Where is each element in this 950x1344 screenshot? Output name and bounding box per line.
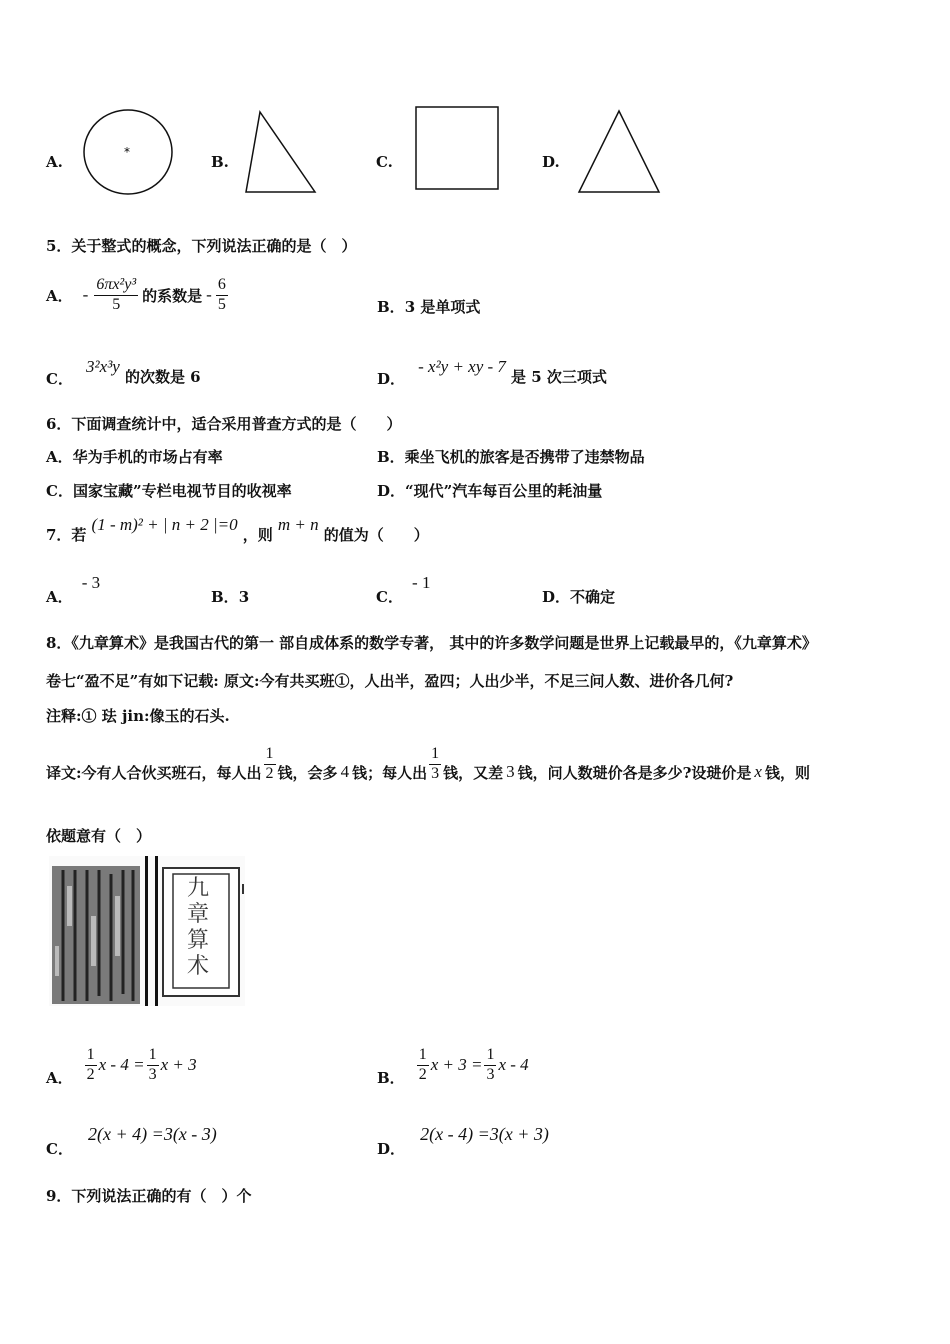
q5-a-denominator2: 5 bbox=[217, 295, 226, 313]
book-title-char-4: 术 bbox=[187, 954, 210, 979]
q4-option-d-label: D. bbox=[542, 153, 560, 171]
q4-square-figure bbox=[411, 102, 503, 194]
q5-a-text: 的系数是 bbox=[142, 286, 203, 305]
q4-option-b-label: B. bbox=[211, 153, 229, 171]
q7-stem-mid: ，则 bbox=[242, 526, 273, 544]
q7-option-b-label: B． bbox=[211, 588, 239, 606]
q6-option-b: B．乘坐飞机的旅客是否携带了违禁物品 bbox=[377, 448, 645, 466]
q5-d-text: 是 5 次三项式 bbox=[511, 368, 607, 386]
q8-option-d-label: D． bbox=[377, 1140, 406, 1158]
q5-a-minus2: - bbox=[206, 285, 212, 304]
q5-a-numerator2: 6 bbox=[217, 276, 226, 294]
q8-option-b-label: B． bbox=[377, 1068, 405, 1087]
q8-option-a bbox=[46, 1040, 197, 1090]
q7-stem-post: 的值为（ ） bbox=[323, 526, 429, 544]
q8-frac1-den: 2 bbox=[265, 764, 274, 782]
jiuzhang-suanshu-book-image bbox=[49, 856, 245, 1006]
book-title bbox=[187, 876, 217, 980]
q6-option-d: D．“现代”汽车每百公里的耗油量 bbox=[377, 482, 603, 500]
q5-option-d bbox=[377, 356, 607, 388]
q8-variable-x: x bbox=[754, 762, 762, 781]
q5-c-text: 的次数是 6 bbox=[124, 368, 201, 386]
q7-option-a-label: A． bbox=[46, 588, 73, 606]
q8-frac1-num: 1 bbox=[265, 745, 274, 763]
q5-c-expression: 3²x³y bbox=[86, 357, 120, 376]
q7-expression2: m + n bbox=[277, 515, 319, 534]
q5-option-c bbox=[46, 356, 201, 388]
q8-c-expression: 2(x + 4) =3(x - 3) bbox=[88, 1124, 217, 1144]
q8-a-frac2-den: 3 bbox=[148, 1065, 157, 1083]
q7-option-b bbox=[211, 586, 249, 607]
q8-b-mid2: x - 4 bbox=[498, 1055, 529, 1074]
q9-stem: 9．下列说法正确的有（ ）个 bbox=[46, 1187, 252, 1205]
q8-line5: 依题意有（ ） bbox=[46, 827, 152, 845]
q4-isosceles-triangle-figure bbox=[574, 106, 666, 198]
book-title-char-1: 九 bbox=[187, 876, 210, 901]
q5-option-b-text: 3 是单项式 bbox=[404, 298, 481, 316]
q8-fraction-third bbox=[429, 745, 441, 783]
q5-option-a bbox=[46, 270, 228, 320]
q8-number-3: 3 bbox=[506, 762, 515, 781]
q8-option-a-label: A． bbox=[46, 1068, 73, 1087]
q7-option-d-value: 不确定 bbox=[570, 588, 616, 606]
q8-line4-b: 钱，会多 bbox=[277, 763, 338, 782]
q8-b-frac2-den: 3 bbox=[486, 1065, 495, 1083]
q8-line1: 8．《九章算术》是我国古代的第一 部自成体系的数学专著， 其中的许多数学问题是世界上记载最早的，《九章算术》 bbox=[46, 634, 817, 652]
book-title-char-2: 章 bbox=[187, 902, 210, 927]
q8-a-frac-half bbox=[85, 1046, 97, 1084]
q8-fraction-half bbox=[264, 745, 276, 783]
q5-d-expression: - x²y + xy - 7 bbox=[418, 357, 506, 376]
q8-line4-d: 钱，又差 bbox=[443, 763, 504, 782]
q7-stem bbox=[46, 514, 429, 544]
q5-a-denominator: 5 bbox=[94, 295, 138, 314]
q4-right-triangle-figure bbox=[240, 106, 320, 198]
q8-option-c bbox=[46, 1124, 217, 1158]
q8-a-frac-third bbox=[147, 1046, 159, 1084]
q5-option-a-label: A． bbox=[46, 286, 73, 305]
q7-option-d bbox=[542, 586, 615, 607]
book-title-char-3: 算 bbox=[187, 928, 210, 953]
q8-line4 bbox=[46, 736, 810, 792]
q6-option-c: C．国家宝藏”专栏电视节目的收视率 bbox=[46, 482, 292, 500]
q4-circle-figure bbox=[80, 108, 178, 198]
q4-option-c-label: C. bbox=[376, 153, 393, 171]
q8-a-mid1: x - 4 = bbox=[98, 1055, 145, 1074]
q8-line4-f: 钱，则 bbox=[764, 763, 810, 782]
q8-number-4: 4 bbox=[340, 762, 350, 781]
q8-option-b bbox=[377, 1040, 529, 1090]
q7-option-d-label: D． bbox=[542, 588, 571, 606]
q8-line3: 注释:① 珐 jin:像玉的石头. bbox=[46, 707, 230, 725]
q6-option-a: A．华为手机的市场占有率 bbox=[46, 448, 223, 466]
q8-b-frac-third bbox=[484, 1046, 496, 1084]
q8-line2: 卷七“盈不足”有如下记载: 原文:今有共买班①，人出半，盈四；人出少半，不足三问人数、进价各几何? bbox=[46, 672, 734, 690]
q8-frac2-den: 3 bbox=[431, 764, 440, 782]
q8-b-mid1: x + 3 = bbox=[430, 1055, 483, 1074]
svg-text:*: * bbox=[124, 145, 130, 159]
q8-a-mid2: x + 3 bbox=[160, 1055, 197, 1074]
q5-a-fraction bbox=[94, 276, 138, 314]
q7-expression: (1 - m)² + | n + 2 |=0 bbox=[91, 515, 238, 534]
q8-line4-a: 译文:今有人合伙买班石，每人出 bbox=[46, 763, 262, 782]
q5-a-minus: - bbox=[82, 285, 89, 304]
q5-a-fraction2 bbox=[216, 276, 228, 314]
q7-option-c-value: - 1 bbox=[412, 573, 431, 592]
q8-option-d bbox=[377, 1124, 549, 1158]
q8-a-frac2-num: 1 bbox=[148, 1046, 157, 1064]
q8-a-frac1-num: 1 bbox=[86, 1046, 95, 1064]
q7-option-a-value: - 3 bbox=[81, 573, 101, 592]
q8-option-c-label: C． bbox=[46, 1140, 73, 1158]
q8-a-frac1-den: 2 bbox=[86, 1065, 95, 1083]
q8-b-frac-half bbox=[417, 1046, 429, 1084]
q5-option-b-label: B． bbox=[377, 298, 405, 316]
q7-stem-pre: 7．若 bbox=[46, 526, 87, 544]
q5-option-d-label: D． bbox=[377, 370, 406, 388]
q7-option-c bbox=[376, 572, 431, 606]
q8-frac2-num: 1 bbox=[431, 745, 440, 763]
q5-a-numerator: 6πx²y³ bbox=[96, 276, 137, 294]
q8-b-frac1-num: 1 bbox=[418, 1046, 427, 1064]
q7-option-b-value: 3 bbox=[238, 588, 250, 606]
q6-stem: 6．下面调查统计中，适合采用普查方式的是（ ） bbox=[46, 415, 402, 433]
q8-b-frac1-den: 2 bbox=[418, 1065, 427, 1083]
q8-b-frac2-num: 1 bbox=[486, 1046, 495, 1064]
q8-d-expression: 2(x - 4) =3(x + 3) bbox=[420, 1124, 549, 1144]
q4-option-a-label: A. bbox=[46, 153, 63, 171]
q5-stem: 5．关于整式的概念，下列说法正确的是（ ） bbox=[46, 237, 357, 255]
q5-option-c-label: C． bbox=[46, 370, 73, 388]
q7-option-c-label: C． bbox=[376, 588, 403, 606]
q8-line4-e: 钱，问人数琎价各是多少?设琎价是 bbox=[517, 763, 752, 782]
q7-option-a bbox=[46, 572, 101, 606]
q5-option-b bbox=[377, 296, 480, 317]
q8-line4-c: 钱；每人出 bbox=[352, 763, 428, 782]
